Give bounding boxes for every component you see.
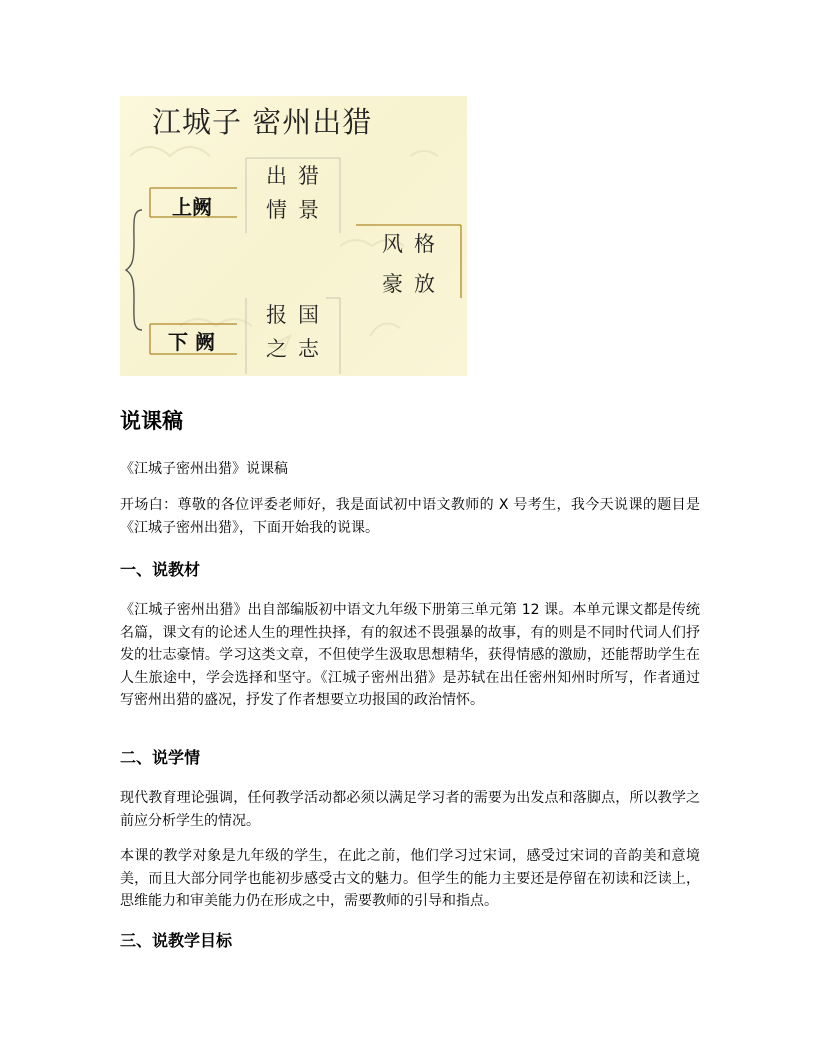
upper-que-label: 上阙	[172, 195, 212, 219]
style-line-2: 豪放	[382, 272, 446, 296]
lower-que-label: 下 阙	[168, 330, 215, 354]
doc-heading: 说课稿	[120, 409, 183, 433]
lower-theme	[266, 298, 330, 366]
upper-theme-line-1: 出猎	[266, 164, 330, 188]
section-2-title: 二、说学情	[120, 748, 201, 767]
section-2-paragraph-2: 本课的教学对象是九年级的学生，在此之前，他们学习过宋词，感受过宋词的音韵美和意境美，而且大部分同学也能初步感受古文的魅力。但学生的能力主要还是停留在初读和泛读上，思维能力和审美能力仍在形成之中，需要教师的引导和指点。	[120, 848, 700, 909]
lower-theme-line-2: 之志	[266, 337, 330, 361]
section-1-title: 一、说教材	[120, 560, 201, 579]
section-1-paragraph: 《江城子密州出猎》出自部编版初中语文九年级下册第三单元第 12 课。本单元课文都是传统名篇，课文有的论述人生的理性抉择，有的叙述不畏强暴的故事，有的则是不同时代词人们抒发的壮志豪情。学习这类文章，不但使学生汲取思想精华，获得情感的激励，还能帮助学生在人生旅途中，学会选择和坚守。《江城子密州出猎》是苏轼在出任密州知州时所写，作者通过写密州出猎的盛况，抒发了作者想要立功报国的政治情怀。	[120, 602, 700, 708]
style-box	[382, 224, 446, 304]
diagram-title: 江城子 密州出猎	[152, 105, 373, 139]
upper-theme	[266, 159, 330, 227]
section-2-paragraph-1: 现代教育理论强调，任何教学活动都必须以满足学习者的需要为出发点和落脚点，所以教学之前应分析学生的情况。	[120, 790, 700, 829]
structure-diagram	[120, 96, 467, 376]
doc-subtitle: 《江城子密州出猎》说课稿	[120, 461, 288, 477]
section-3-title: 三、说教学目标	[120, 931, 233, 950]
opening-paragraph: 开场白：尊敬的各位评委老师好，我是面试初中语文教师的 X 号考生，我今天说课的题目是《江城子密州出猎》，下面开始我的说课。	[120, 497, 700, 536]
lower-theme-line-1: 报国	[266, 303, 330, 327]
upper-theme-line-2: 情景	[266, 198, 330, 222]
style-line-1: 风格	[382, 232, 446, 256]
